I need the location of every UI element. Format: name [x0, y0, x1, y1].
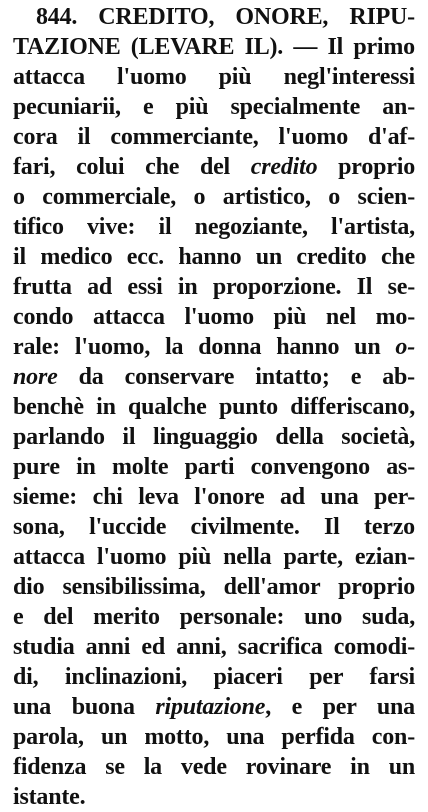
entry-number: 844. — [36, 4, 78, 30]
entry-headword-tazione: TAZIONE — [13, 34, 121, 60]
text-fragment: rale: l'uomo, la donna hanno un — [13, 334, 381, 360]
text-line: sieme: chi leva l'onore ad una per- — [13, 484, 415, 510]
text-fragment: fari, colui che del — [13, 154, 231, 180]
text-line: e del merito personale: uno suda, — [13, 604, 415, 630]
text-line: pure in molte parti convengono as- — [13, 454, 415, 480]
text-line: sona, l'uccide civilmente. Il terzo — [13, 514, 415, 540]
italic-term: riputazione — [155, 694, 266, 720]
text-line: fidenza se la vede rovinare in un — [13, 754, 415, 780]
text-line — [13, 332, 415, 362]
text-line: parola, un motto, una perfida con- — [13, 724, 415, 750]
entry-intro: — Il primo — [293, 34, 415, 60]
entry-header-line-2 — [13, 32, 415, 62]
text-line: dio sensibilissima, dell'amor proprio — [13, 574, 415, 600]
text-fragment: una buona — [13, 694, 135, 720]
italic-term: nore — [13, 364, 58, 390]
text-line — [13, 362, 415, 392]
italic-term: o- — [395, 334, 415, 360]
text-line: condo attacca l'uomo più nel mo- — [13, 304, 415, 330]
text-line: parlando il linguaggio della società, — [13, 424, 415, 450]
entry-header-line: 844. CREDITO, ONORE, RIPU- — [36, 4, 415, 30]
italic-term: credito — [250, 154, 318, 180]
text-line: o commerciale, o artistico, o scien- — [13, 184, 415, 210]
text-fragment: , e per una — [265, 694, 415, 720]
text-line: il medico ecc. hanno un credito che — [13, 244, 415, 270]
text-line — [13, 152, 415, 182]
entry-headword-onore: ONORE — [235, 4, 323, 30]
text-fragment: proprio — [338, 154, 415, 180]
text-line: attacca l'uomo più negl'interessi — [13, 64, 415, 90]
entry-headword-levare: (LEVARE IL). — [130, 34, 284, 60]
text-line: frutta ad essi in proporzione. Il se- — [13, 274, 415, 300]
text-line: attacca l'uomo più nella parte, ezian- — [13, 544, 415, 570]
entry-headword-riputa: RIPU- — [349, 4, 415, 30]
text-line — [13, 692, 415, 722]
text-line: benchè in qualche punto differiscano, — [13, 394, 415, 420]
text-line: pecuniarii, e più specialmente an- — [13, 94, 415, 120]
text-line-last: istante. — [13, 784, 86, 810]
text-line: cora il commerciante, l'uomo d'af- — [13, 124, 415, 150]
text-line: di, inclinazioni, piaceri per farsi — [13, 664, 415, 690]
text-line: studia anni ed anni, sacrifica comodi- — [13, 634, 415, 660]
entry-headword: CREDITO — [98, 4, 209, 30]
text-line: tifico vive: il negoziante, l'artista, — [13, 214, 415, 240]
text-fragment: da conservare intatto; e ab- — [78, 364, 415, 390]
